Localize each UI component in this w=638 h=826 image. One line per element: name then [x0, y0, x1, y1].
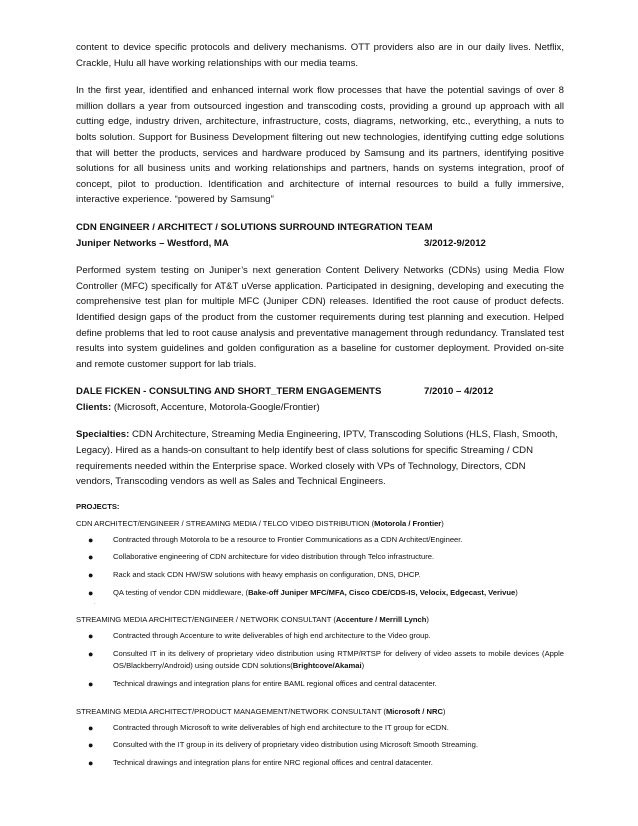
list-item: ● Contracted through Motorola to be a resource to Frontier Communications as a CDN Architect/Engineer.: [88, 534, 463, 545]
list-item: ● Collaborative engineering of CDN architecture for video distribution through Telco infrastructure.: [88, 552, 435, 563]
bullet-icon: ●: [88, 570, 94, 581]
project2-client: Accenture / Merrill Lynch: [335, 615, 427, 625]
job2-dates: 7/2010 – 4/2012: [424, 386, 494, 398]
project1-bullets: [76, 534, 564, 599]
job1-company: Juniper Networks – Westford, MA: [76, 237, 229, 249]
job2-clients: [76, 400, 564, 416]
intro-paragraph-1: content to device specific protocols and delivery mechanisms. OTT providers also are in our daily lives. Netflix, Crackle, Hulu all have working relationships with our media teams.: [76, 42, 564, 69]
bullet-icon: ●: [88, 587, 94, 598]
job1-company-row: [76, 236, 564, 252]
bullet-icon: ●: [88, 757, 94, 768]
job1-title: CDN ENGINEER / ARCHITECT / SOLUTIONS SURROUND INTEGRATION TEAM: [76, 221, 433, 233]
clients-list: (Microsoft, Accenture, Motorola-Google/Frontier): [111, 401, 320, 413]
project1-client: Motorola / Frontier: [374, 518, 442, 528]
stray-mark: ·: [94, 601, 96, 608]
job2-title: DALE FICKEN - CONSULTING AND SHORT_TERM ENGAGEMENTS: [76, 386, 382, 398]
clients-label: Clients:: [76, 401, 112, 413]
list-item: ● Technical drawings and integration plans for entire NRC regional offices and central datacenter.: [88, 757, 433, 768]
specialties-text: CDN Architecture, Streaming Media Engineering, IPTV, Transcoding Solutions (HLS, Flash, Smooth, Legacy). Hired as a hands-on consultant to help identify best of class solutions for specific Streaming / CDN requirements needed within the Enterprise space. Worked closely with VPs of Technology, Directors, CDN vendors, Transcoding vendors as well as Sales and Technical Engineers.: [76, 429, 558, 488]
project1-title: CDN ARCHITECT/ENGINEER / STREAMING MEDIA / TELCO VIDEO DISTRIBUTION (Motorola / Frontier): [76, 518, 444, 528]
list-item: ● Contracted through Accenture to write deliverables of high end architecture to the Video group.: [88, 631, 431, 642]
bullet-icon: ●: [88, 679, 94, 689]
vendor-list: Bake-off Juniper MFC/MFA, Cisco CDE/CDS-IS, Velocix, Edgecast, Verivue: [248, 587, 516, 597]
project3-bullets: [76, 722, 564, 770]
resume-page: [76, 40, 564, 775]
bullet-icon: ●: [88, 552, 94, 563]
list-item: ● Rack and stack CDN HW/SW solutions with heavy emphasis on configuration, DNS, DHCP.: [88, 570, 421, 581]
bullet-icon: ●: [88, 722, 94, 733]
project3-title: STREAMING MEDIA ARCHITECT/PRODUCT MANAGEMENT/NETWORK CONSULTANT (Microsoft / NRC): [76, 706, 446, 716]
bullet-icon: ●: [88, 534, 94, 545]
job2-specialties: [76, 427, 564, 489]
bullet-icon: ●: [88, 648, 94, 659]
project2-title: STREAMING MEDIA ARCHITECT/ENGINEER / NETWORK CONSULTANT (Accenture / Merrill Lynch): [76, 615, 429, 625]
list-item: ● Technical drawings and integration plans for entire BAML regional offices and central datacenter.: [88, 679, 437, 689]
project2-bullets: [76, 630, 564, 690]
cdn-solutions: Brightcove/Akamai: [292, 661, 362, 671]
intro-paragraph-2: In the first year, identified and enhanced internal work flow processes that have the potential savings of over 8 million dollars a year from outsourced ingestion and transcoding costs, providing a ground up approach with all cutting edge, industry driven, architecture, infrastructure, costs, diagrams, networking, etc., everything, a nuts to bolts solution. Support for Business Development filtering out new technologies, identifying cutting edge solutions that will better the products, services and hardware produced by Samsung and its partners, identifying positive solutions for all business units and working relationships and partners, hands on systems integration, proof of concept, pilot to production. Identification and architecture of internal resources to build a fully immersive, interactive experience. “powered by Samsung”: [76, 85, 564, 206]
project3-client: Microsoft / NRC: [385, 706, 443, 716]
list-item: ● Contracted through Microsoft to write deliverables of high end architecture to the IT group for eCDN.: [88, 722, 449, 733]
list-item: ● Consulted with the IT group in its delivery of proprietary video distribution using Microsoft Smooth Streaming.: [88, 740, 478, 751]
job1-dates: 3/2012-9/2012: [424, 237, 486, 249]
bullet-icon: ●: [88, 631, 94, 642]
projects-label: PROJECTS:: [76, 501, 120, 511]
job2-title-row: [76, 384, 564, 400]
job1-description: Performed system testing on Juniper’s next generation Content Delivery Networks (CDNs) using Media Flow Controller (MFC) specifically for AT&T uVerse application. Participated in designing, developing and executing the comprehensive test plan for multiple MFC (Juniper CDN) releases. Identified the root cause of product defects. Identified design gaps of the product from the customer requirements during test planning and execution. Helped define problems that led to root cause analysis and preventative management through redundancy. Translated test results into system guidelines and golden configuration as a baseline for customer deployment. Provided on-site and remote customer support for lab trials.: [76, 265, 564, 370]
bullet-icon: ●: [88, 740, 94, 751]
list-item: ● Consulted IT in its delivery of proprietary video distribution using RTMP/RTSP for delivery of video assets to mobile devices (Apple OS/Blackberry/Android) using outside CDN solutions(Brightcove/Akamai): [88, 648, 564, 671]
list-item: ● QA testing of vendor CDN middleware, (Bake-off Juniper MFC/MFA, Cisco CDE/CDS-IS, Velocix, Edgecast, Verivue): [88, 587, 518, 598]
specialties-label: Specialties:: [76, 429, 130, 441]
